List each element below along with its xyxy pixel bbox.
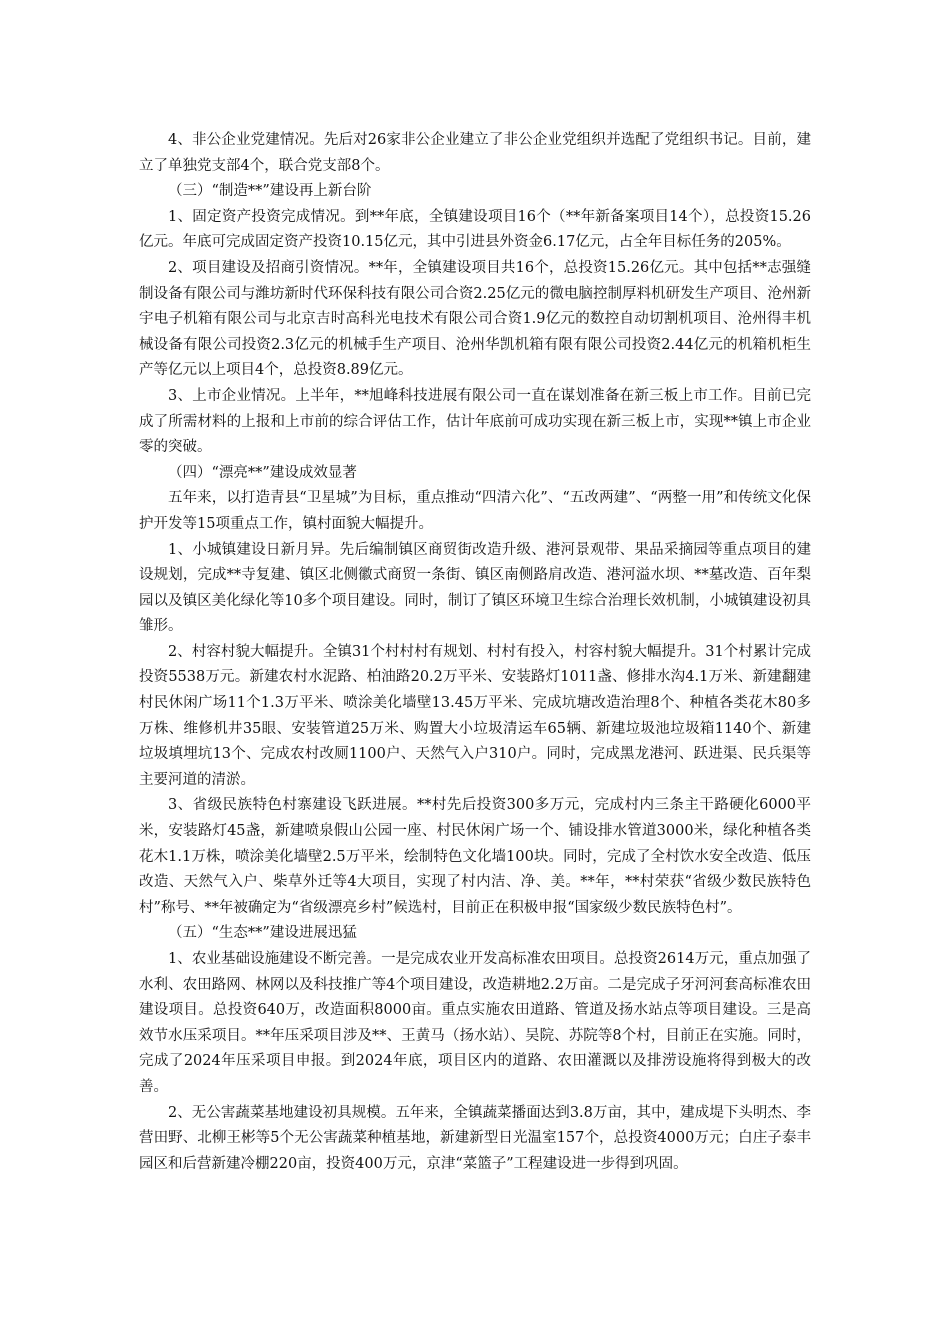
paragraph-vegetable-base: 2、无公害蔬菜基地建设初具规模。五年来，全镇蔬菜播面达到3.8万亩，其中，建成堤下头明杰、李营田野、北柳王彬等5个无公害蔬菜种植基地，新建新型日光温室157个，总投资4000万元；白庄子泰丰园区和后营新建冷棚220亩，投资400万元，京津“菜篮子”工程建设进一步得到巩固。 bbox=[139, 1104, 811, 1172]
document-body bbox=[139, 128, 811, 1177]
paragraph-project-construction: 2、项目建设及招商引资情况。**年，全镇建设项目共16个，总投资15.26亿元。其中包括**志强缝制设备有限公司与潍坊新时代环保科技有限公司合资2.25亿元的微电脑控制厚料机研发生产项目、沧州新宇电子机箱有限公司与北京吉时高科光电技术有限公司合资1.9亿元的数控自动切割机项目、沧州得丰机械设备有限公司投资2.3亿元的机械手生产项目、沧州华凯机箱有限有限公司投资2.44亿元的机箱机柜生产等亿元以上项目4个，总投资8.89亿元。 bbox=[139, 259, 811, 379]
paragraph-five-years: 五年来，以打造青县“卫星城”为目标，重点推动“四清六化”、“五改两建”、“两整一用”和传统文化保护开发等15项重点工作，镇村面貌大幅提升。 bbox=[139, 490, 811, 532]
section-heading-beautiful: （四）“漂亮**”建设成效显著 bbox=[168, 464, 357, 481]
paragraph-listed-companies: 3、上市企业情况。上半年，**旭峰科技进展有限公司一直在谋划准备在新三板上市工作。目前已完成了所需材料的上报和上市前的综合评估工作，估计年底前可成功实现在新三板上市，实现**镇上市企业零的突破。 bbox=[139, 387, 811, 456]
paragraph-village-appearance: 2、村容村貌大幅提升。全镇31个村村村有规划、村村有投入，村容村貌大幅提升。31个村累计完成投资5538万元。新建农村水泥路、柏油路20.2万平米、安装路灯1011盏、修排水沟4.1万米、新建翻建村民休闲广场11个1.3万平米、喷涂美化墙壁13.45万平米、完成坑塘改造治理8个、种植各类花木80多万株、维修机井35眼、安装管道25万米、购置大小垃圾清运车65辆、新建垃圾池垃圾箱1140个、新建垃圾填埋坑13个、完成农村改厕1100户、天然气入户310户。同时，完成黑龙港河、跃进渠、民兵渠等主要河道的清淤。 bbox=[139, 643, 811, 788]
paragraph-agricultural-infrastructure: 1、农业基础设施建设不断完善。一是完成农业开发高标准农田项目。总投资2614万元，重点加强了水利、农田路网、林网以及科技推广等4个项目建设，改造耕地2.2万亩。二是完成子牙河河套高标准农田建设项目。总投资640万，改造面积8000亩。重点实施农田道路、管道及扬水站点等项目建设。三是高效节水压采项目。**年压采项目涉及**、王黄马（扬水站）、吴院、苏院等8个村，目前正在实施。同时，完成了2024年压采项目申报。到2024年底，项目区内的道路、农田灌溉以及排涝设施将得到极大的改善。 bbox=[139, 951, 811, 1095]
section-heading-manufacturing: （三）“制造**”建设再上新台阶 bbox=[168, 183, 372, 200]
paragraph-ethnic-village: 3、省级民族特色村寨建设飞跃进展。**村先后投资300多万元，完成村内三条主干路硬化6000平米，安装路灯45盏，新建喷泉假山公园一座、村民休闲广场一个、铺设排水管道3000米，绿化种植各类花木1.1万株，喷涂美化墙壁2.5万平米，绘制特色文化墙100块。同时，完成了全村饮水安全改造、低压改造、天然气入户、柴草外迁等4大项目，实现了村内洁、净、美。**年，**村荣获“省级少数民族特色村”称号、**年被确定为“省级漂亮乡村”候选村，目前正在积极申报“国家级少数民族特色村”。 bbox=[139, 797, 811, 916]
section-heading-ecology: （五）“生态**”建设进展迅猛 bbox=[168, 925, 357, 942]
paragraph-small-town: 1、小城镇建设日新月异。先后编制镇区商贸街改造升级、港河景观带、果品采摘园等重点项目的建设规划，完成**寺复建、镇区北侧徽式商贸一条街、镇区南侧路肩改造、港河溢水坝、**墓改造、百年梨园以及镇区美化绿化等10多个项目建设。同时，制订了镇区环境卫生综合治理长效机制，小城镇建设初具雏形。 bbox=[139, 541, 811, 635]
paragraph-party-building: 4、非公企业党建情况。先后对26家非公企业建立了非公企业党组织并选配了党组织书记。目前，建立了单独党支部4个，联合党支部8个。 bbox=[139, 132, 811, 174]
paragraph-fixed-asset-investment: 1、固定资产投资完成情况。到**年底，全镇建设项目16个（**年新备案项目14个），总投资15.26亿元。年底可完成固定资产投资10.15亿元，其中引进县外资金6.17亿元，占全年目标任务的205%。 bbox=[139, 208, 811, 251]
